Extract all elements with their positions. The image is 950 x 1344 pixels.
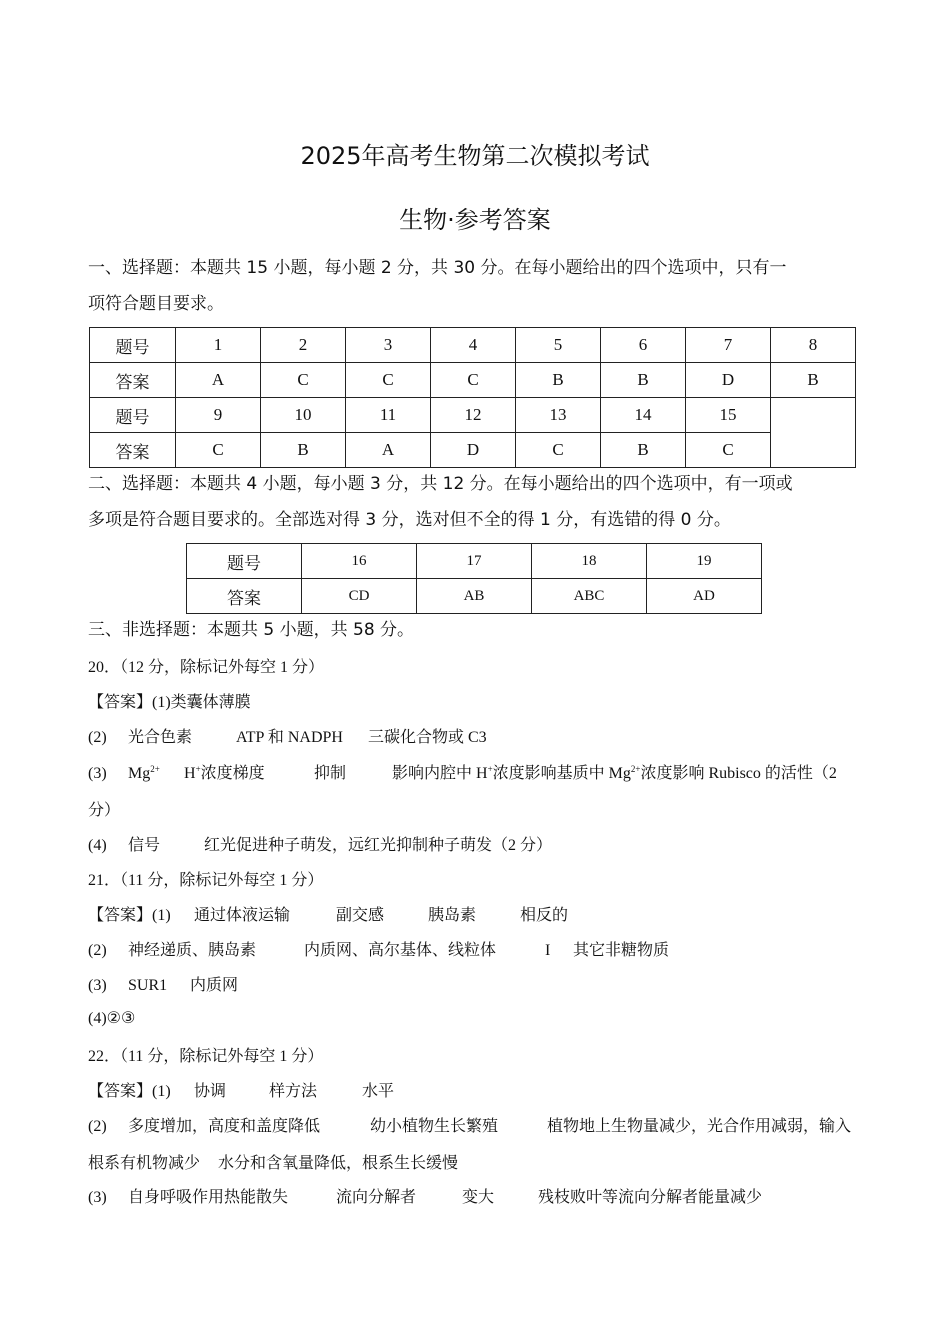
answer-text: 多度增加，高度和盖度降低 [128, 1118, 321, 1135]
item-number: (3) [88, 765, 107, 782]
superscript: + [487, 764, 493, 774]
answer-text: 其它非糖物质 [573, 942, 670, 959]
answer-text: 信号 [128, 837, 161, 854]
question-number: 8 [771, 328, 856, 363]
item-number: (2) [88, 729, 107, 746]
q22-answer-1 [88, 1078, 394, 1101]
question-number: 15 [686, 398, 771, 433]
superscript: + [195, 764, 201, 774]
answer-text: 通过体液运输 [194, 907, 291, 924]
answer-text: 内质网、高尔基体、线粒体 [304, 942, 497, 959]
section3-instructions: 三、非选择题：本题共 5 小题，共 58 分。 [88, 620, 415, 640]
page-title: 2025年高考生物第二次模拟考试 [300, 142, 650, 170]
q21-answer-1 [88, 902, 568, 925]
section1-instructions [88, 250, 868, 322]
answer-tag: 【答案】(1) [88, 907, 171, 924]
q22-answer-2-cont [88, 1150, 458, 1173]
superscript: 2+ [630, 764, 641, 774]
question-number: 9 [176, 398, 261, 433]
answer-cell: C [516, 433, 601, 468]
answer-text: 三碳化合物或 C3 [368, 729, 487, 746]
question-number: 16 [302, 544, 417, 579]
answer-text: (1)类囊体薄膜 [152, 694, 251, 711]
item-number: (4) [88, 837, 107, 854]
question-number: 4 [431, 328, 516, 363]
answer-cell: C [431, 363, 516, 398]
item-number: (2) [88, 1118, 107, 1135]
answer-text: 幼小植物生长繁殖 [370, 1118, 499, 1135]
question-number: 2 [261, 328, 346, 363]
answer-text: 自身呼吸作用热能散失 [128, 1189, 289, 1206]
answer-text: 水分和含氧量降低，根系生长缓慢 [218, 1155, 459, 1172]
answer-cell: A [176, 363, 261, 398]
answer-text: 红光促进种子萌发，远红光抑制种子萌发（2 分） [204, 837, 553, 854]
answer-text: 浓度影响 Rubisco 的活性（2 [640, 765, 837, 782]
answer-cell: AD [647, 579, 762, 614]
question-number: 18 [532, 544, 647, 579]
q20-answer-4 [88, 832, 552, 855]
question-21-header: 21．（11 分，除标记外每空 1 分） [88, 872, 324, 889]
answer-cell: C [261, 363, 346, 398]
answer-cell: C [686, 433, 771, 468]
section2-instructions [88, 466, 868, 538]
answer-cell: ABC [532, 579, 647, 614]
answer-text: 协调 [194, 1083, 227, 1100]
answer-cell: D [686, 363, 771, 398]
answer-text: 植物地上生物量减少，光合作用减弱，输入 [547, 1118, 852, 1135]
answer-cell: AB [417, 579, 532, 614]
answer-text: 胰岛素 [428, 907, 477, 924]
q21-answer-3 [88, 972, 238, 995]
answer-text: I [545, 942, 551, 959]
question-number: 1 [176, 328, 261, 363]
answer-cell: C [176, 433, 261, 468]
answer-text: ATP 和 NADPH [236, 729, 343, 746]
answer-cell: B [516, 363, 601, 398]
answer-cell: A [346, 433, 431, 468]
answer-text: 变大 [462, 1189, 495, 1206]
question-number: 5 [516, 328, 601, 363]
table-row [187, 579, 762, 614]
answer-text: 根系有机物减少 [88, 1155, 201, 1172]
table-row [90, 433, 856, 468]
q20-answer-3 [88, 760, 837, 783]
answer-cell: B [601, 363, 686, 398]
answer-text: 神经递质、胰岛素 [128, 942, 257, 959]
answer-table-multi [186, 543, 762, 614]
answer-text: 内质网 [190, 977, 239, 994]
row-label: 答案 [90, 363, 176, 398]
answer-text: 水平 [362, 1083, 395, 1100]
question-number: 7 [686, 328, 771, 363]
answer-text: 影响内腔中 H [392, 765, 488, 782]
table-row [187, 544, 762, 579]
answer-table-choice [89, 327, 856, 468]
row-label: 题号 [90, 398, 176, 433]
section1-line1: 一、选择题：本题共 15 小题，每小题 2 分，共 30 分。在每小题给出的四个选项中，只有一 [88, 258, 787, 278]
question-number: 13 [516, 398, 601, 433]
table-row [90, 398, 856, 433]
answer-cell: B [601, 433, 686, 468]
row-label: 题号 [90, 328, 176, 363]
answer-text: 抑制 [314, 765, 347, 782]
section2-line1: 二、选择题：本题共 4 小题，每小题 3 分，共 12 分。在每小题给出的四个选项中，有一项或 [88, 474, 793, 494]
answer-text: SUR1 [128, 977, 168, 994]
item-number: (2) [88, 942, 107, 959]
superscript: 2+ [150, 764, 160, 774]
answer-tag: 【答案】 [88, 694, 153, 711]
q20-answer-3-cont: 分） [88, 802, 121, 819]
answer-text: 浓度影响基质中 Mg [492, 765, 631, 782]
answer-tag: 【答案】(1) [88, 1083, 171, 1100]
answer-text: 副交感 [336, 907, 385, 924]
row-label: 题号 [187, 544, 302, 579]
empty-cell [771, 398, 856, 468]
table-row [90, 363, 856, 398]
q22-answer-3 [88, 1184, 762, 1207]
q20-answer-2 [88, 724, 487, 747]
answer-text: 相反的 [520, 907, 569, 924]
answer-cell: B [771, 363, 856, 398]
answer-text: 光合色素 [128, 729, 193, 746]
question-number: 6 [601, 328, 686, 363]
item-number: (3) [88, 1189, 107, 1206]
section1-line2: 项符合题目要求。 [88, 294, 224, 314]
answer-cell: C [346, 363, 431, 398]
question-number: 12 [431, 398, 516, 433]
q21-answer-2 [88, 937, 669, 960]
question-number: 17 [417, 544, 532, 579]
question-22-header: 22．（11 分，除标记外每空 1 分） [88, 1048, 324, 1065]
question-number: 14 [601, 398, 686, 433]
table-row [90, 328, 856, 363]
answer-text: Mg [128, 765, 151, 782]
answer-text: H [184, 765, 196, 782]
question-number: 10 [261, 398, 346, 433]
question-number: 19 [647, 544, 762, 579]
q20-answer-1 [88, 689, 251, 712]
row-label: 答案 [187, 579, 302, 614]
answer-text: 残枝败叶等流向分解者能量减少 [538, 1189, 763, 1206]
q21-answer-4: (4)②③ [88, 1010, 136, 1027]
answer-cell: B [261, 433, 346, 468]
row-label: 答案 [90, 433, 176, 468]
answer-cell: CD [302, 579, 417, 614]
page-subtitle: 生物·参考答案 [399, 206, 551, 234]
answer-text: 浓度梯度 [200, 765, 265, 782]
answer-cell: D [431, 433, 516, 468]
answer-text: 流向分解者 [336, 1189, 417, 1206]
answer-text: 样方法 [269, 1083, 318, 1100]
question-20-header: 20．（12 分，除标记外每空 1 分） [88, 659, 325, 676]
item-number: (3) [88, 977, 107, 994]
question-number: 11 [346, 398, 431, 433]
section2-line2: 多项是符合题目要求的。全部选对得 3 分，选对但不全的得 1 分，有选错的得 0 分。 [88, 510, 731, 530]
question-number: 3 [346, 328, 431, 363]
q22-answer-2 [88, 1113, 851, 1136]
